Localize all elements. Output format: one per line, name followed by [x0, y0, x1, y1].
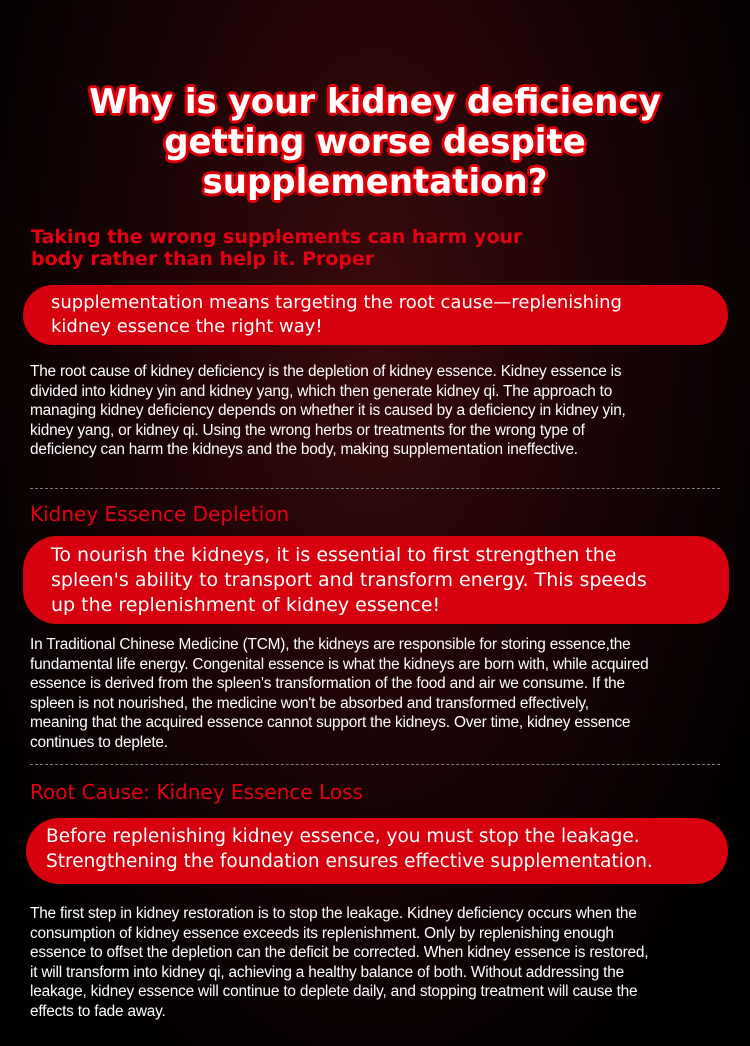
paragraph-line: continues to deplete.: [30, 733, 168, 751]
paragraph-line: fundamental life energy. Congenital essence is what the kidneys are born with, while acquired: [30, 655, 649, 673]
section1-callout-line: To nourish the kidneys, it is essential to first strengthen the: [51, 544, 617, 566]
headline-line: Why is your kidney deficiency: [89, 82, 661, 122]
section2-callout-line: Before replenishing kidney essence, you must stop the leakage.: [46, 826, 640, 847]
paragraph-line: leakage, kidney essence will continue to deplete daily, and stopping treatment will cause the: [30, 983, 638, 1000]
headline: [0, 82, 750, 202]
paragraph-line: meaning that the acquired essence cannot support the kidneys. Over time, kidney essence: [30, 714, 631, 731]
headline-line: supplementation?: [202, 162, 548, 202]
section-divider: [30, 488, 720, 489]
paragraph-line: spleen is not nourished, the medicine won't be absorbed and transformed effectively,: [30, 694, 589, 712]
intro-subtitle-line: Taking the wrong supplements can harm your: [31, 226, 523, 248]
paragraph-line: In Traditional Chinese Medicine (TCM), the kidneys are responsible for storing essence,the: [30, 636, 631, 653]
paragraph-line: kidney yang, or kidney qi. Using the wrong herbs or treatments for the wrong type of: [30, 421, 585, 439]
section-divider: [30, 764, 720, 765]
intro-callout-line: kidney essence the right way!: [51, 316, 323, 337]
intro-subtitle: [31, 226, 591, 270]
section2-paragraph: [30, 904, 720, 1021]
intro-paragraph: [30, 362, 720, 460]
section1-callout: [23, 536, 729, 624]
section1-paragraph: [30, 635, 720, 752]
section2-callout-line: Strengthening the foundation ensures effective supplementation.: [46, 851, 653, 872]
paragraph-line: essence to offset the depletion can the deficit be corrected. When kidney essence is restored,: [30, 944, 649, 961]
intro-callout: [23, 285, 728, 345]
section-title: Kidney Essence Depletion: [30, 502, 290, 526]
intro-subtitle-line: body rather than help it. Proper: [31, 248, 375, 270]
paragraph-line: The root cause of kidney deficiency is the depletion of kidney essence. Kidney essence is: [30, 363, 622, 380]
paragraph-line: deficiency can harm the kidneys and the body, making supplementation ineffective.: [30, 441, 578, 458]
intro-callout-line: supplementation means targeting the root cause—replenishing: [51, 292, 622, 313]
paragraph-line: it will transform into kidney qi, achieving a healthy balance of both. Without addressing the: [30, 963, 624, 981]
section2-callout: [26, 818, 728, 884]
section1-callout-line: up the replenishment of kidney essence!: [51, 594, 441, 616]
paragraph-line: The first step in kidney restoration is to stop the leakage. Kidney deficiency occurs when the: [30, 905, 637, 922]
section1-callout-line: spleen's ability to transport and transform energy. This speeds: [51, 569, 647, 591]
paragraph-line: essence is derived from the spleen's transformation of the food and air we consume. If the: [30, 675, 625, 692]
headline-line: getting worse despite: [164, 122, 586, 162]
paragraph-line: managing kidney deficiency depends on whether it is caused by a deficiency in kidney yin,: [30, 402, 626, 419]
section-title: Root Cause: Kidney Essence Loss: [30, 780, 363, 804]
paragraph-line: consumption of kidney essence exceeds its replenishment. Only by replenishing enough: [30, 924, 614, 942]
paragraph-line: divided into kidney yin and kidney yang, which then generate kidney qi. The approach to: [30, 382, 613, 400]
paragraph-line: effects to fade away.: [30, 1002, 166, 1020]
